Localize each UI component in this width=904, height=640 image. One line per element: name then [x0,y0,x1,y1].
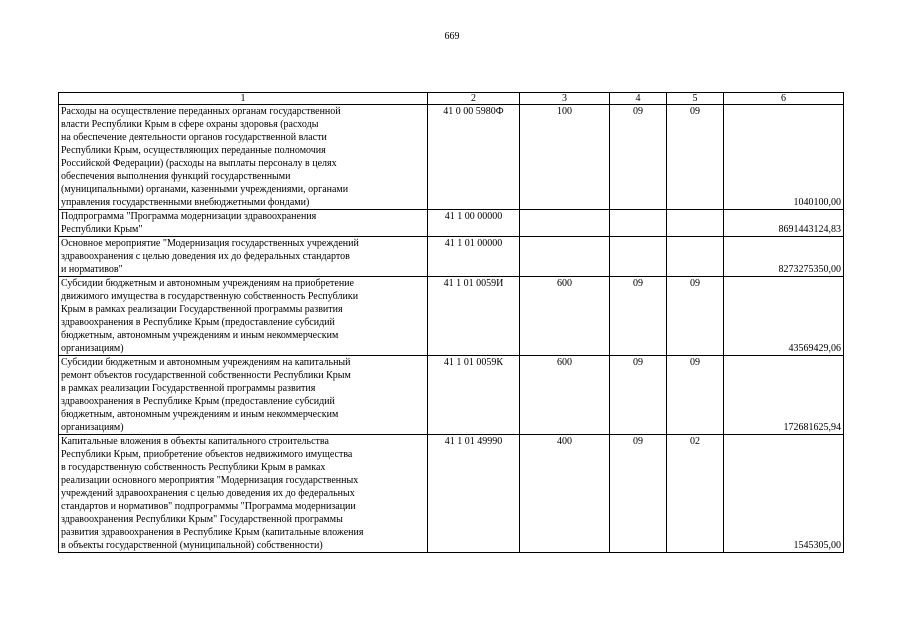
row-col4 [610,237,667,277]
row-code: 41 0 00 5980Ф [428,105,520,210]
page-number: 669 [444,31,460,42]
row-code: 41 1 01 49990 [428,435,520,553]
row-col4 [610,210,667,237]
row-col4: 09 [610,435,667,553]
row-col5: 09 [667,277,724,356]
row-col4: 09 [610,356,667,435]
column-header-4: 4 [610,93,667,105]
row-col5: 09 [667,356,724,435]
table-row [59,356,844,435]
table-row [59,277,844,356]
budget-table [58,92,844,553]
row-amount: 8273275350,00 [724,237,844,277]
row-amount: 1545305,00 [724,435,844,553]
header-row [59,93,844,105]
row-amount: 172681625,94 [724,356,844,435]
row-col4: 09 [610,105,667,210]
row-description: Субсидии бюджетным и автономным учреждениям на капитальный ремонт объектов государственной собственности Республики Крым в рамках реализации Государственной программы развития здравоохранения в Республике Крым (предоставление субсидий бюджетным, автономным учреждениям и иным некоммерческим организациям) [59,356,428,435]
row-col5 [667,237,724,277]
row-col5: 02 [667,435,724,553]
row-col3: 600 [520,277,610,356]
row-description: Основное мероприятие "Модернизация государственных учреждений здравоохранения с целью доведения их до федеральных стандартов и нормативов" [59,237,428,277]
row-col3 [520,237,610,277]
table-row [59,435,844,553]
column-header-1: 1 [59,93,428,105]
row-col5 [667,210,724,237]
row-col5: 09 [667,105,724,210]
row-col3 [520,210,610,237]
column-header-3: 3 [520,93,610,105]
row-description: Расходы на осуществление переданных органам государственной власти Республики Крым в сфере охраны здоровья (расходы на обеспечение деятельности органов государственной власти Республики Крым, осуществляющих переданные полномочия Российской Федерации) (расходы на выплаты персоналу в целях обеспечения выполнения функций государственными (муниципальными) органами, казенными учреждениями, органами управления государственными внебюджетными фондами) [59,105,428,210]
table-row [59,105,844,210]
row-code: 41 1 01 0059К [428,356,520,435]
column-header-6: 6 [724,93,844,105]
row-col3: 600 [520,356,610,435]
row-code: 41 1 01 0059И [428,277,520,356]
row-description: Подпрограмма "Программа модернизации здравоохранения Республики Крым" [59,210,428,237]
row-amount: 43569429,06 [724,277,844,356]
table-row [59,210,844,237]
row-description: Субсидии бюджетным и автономным учреждениям на приобретение движимого имущества в государственную собственность Республики Крым в рамках реализации Государственной программы развития здравоохранения в Республике Крым (предоставление субсидий бюджетным, автономным учреждениям и иным некоммерческим организациям) [59,277,428,356]
column-header-5: 5 [667,93,724,105]
row-code: 41 1 00 00000 [428,210,520,237]
row-description: Капитальные вложения в объекты капитального строительства Республики Крым, приобретение объектов недвижимого имущества в государственную собственность Республики Крым в рамках реализации основного мероприятия "Модернизация государственных учреждений здравоохранения с целью доведения их до федеральных стандартов и нормативов" подпрограммы "Программа модернизации здравоохранения Республики Крым" Государственной программы развития здравоохранения в Республике Крым (капитальные вложения в объекты государственной (муниципальной) собственности) [59,435,428,553]
row-col4: 09 [610,277,667,356]
row-col3: 100 [520,105,610,210]
row-amount: 8691443124,83 [724,210,844,237]
table-row [59,237,844,277]
column-header-2: 2 [428,93,520,105]
row-amount: 1040100,00 [724,105,844,210]
row-code: 41 1 01 00000 [428,237,520,277]
row-col3: 400 [520,435,610,553]
